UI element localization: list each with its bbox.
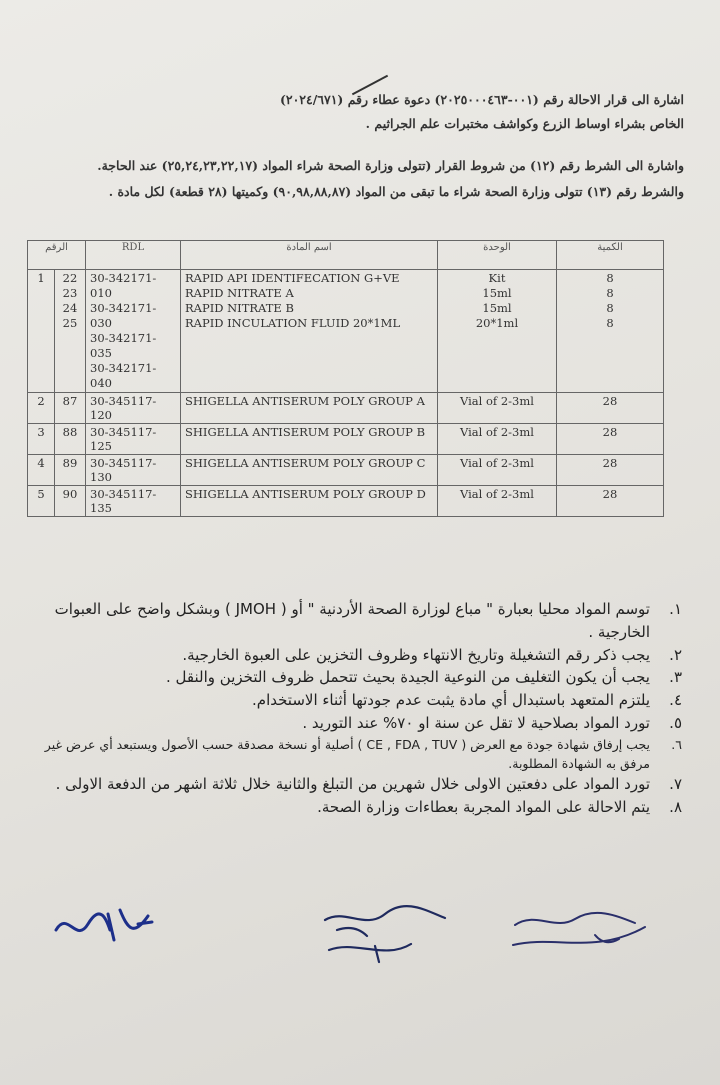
item-index: 88 — [55, 424, 86, 455]
term-text: يجب أن يكون التغليف من النوعية الجيدة بحيث تتحمل ظروف التخزين والنقل . — [166, 668, 650, 687]
qty-cell — [557, 270, 664, 393]
item-name: SHIGELLA ANTISERUM POLY GROUP D — [181, 486, 438, 517]
term-number: ٨. — [669, 797, 682, 816]
item-unit: Vial of 2-3ml — [438, 486, 557, 517]
item-name: SHIGELLA ANTISERUM POLY GROUP B — [181, 424, 438, 455]
item-unit: 20*1ml — [475, 316, 519, 330]
table-row — [28, 393, 664, 424]
item-qty: 8 — [606, 301, 614, 315]
rdl-code: 30-345117-120 — [86, 393, 181, 424]
term-item — [40, 644, 682, 667]
item-index: 87 — [55, 393, 86, 424]
header-condition-12: واشارة الى الشرط رقم (١٢) من شروط القرار (تتولى وزارة الصحة شراء المواد (٢٥,٢٤,٢٣,٢٢,١٧) عند الحاجة. — [97, 158, 684, 173]
header-qty: الكمية — [557, 241, 664, 270]
item-unit: Vial of 2-3ml — [438, 424, 557, 455]
header-condition-13: والشرط رقم (١٣) تتولى وزارة الصحة شراء ما تبقى من المواد (٩٠,٩٨,٨٨,٨٧) وكميتها (٢٨ قطعة) لكل مادة . — [108, 184, 684, 199]
term-item — [40, 796, 682, 819]
item-index: 25 — [62, 316, 78, 330]
item-index: 24 — [62, 301, 78, 315]
item-unit: 15ml — [482, 301, 512, 315]
row-number: 1 — [28, 270, 55, 393]
term-number: ٦. — [671, 736, 682, 752]
signature-1 — [48, 900, 158, 950]
term-number: ٥. — [669, 713, 682, 732]
item-qty: 8 — [606, 271, 614, 285]
table-row — [28, 486, 664, 517]
item-index-cell — [55, 270, 86, 393]
rdl-code: 30-345117-130 — [86, 455, 181, 486]
item-qty: 28 — [557, 393, 664, 424]
term-item — [40, 666, 682, 689]
item-unit: Kit — [488, 271, 506, 285]
rdl-code: 30-345117-135 — [86, 486, 181, 517]
item-unit: Vial of 2-3ml — [438, 393, 557, 424]
table-row — [28, 270, 664, 393]
item-qty: 8 — [606, 286, 614, 300]
item-name-cell — [181, 270, 438, 393]
term-text: يجب ذكر رقم التشغيلة وتاريخ الانتهاء وظروف التخزين على العبوة الخارجية. — [182, 645, 650, 664]
item-index: 23 — [62, 286, 78, 300]
item-qty: 28 — [557, 424, 664, 455]
item-name: RAPID INCULATION FLUID 20*1ML — [185, 316, 401, 330]
item-unit: Vial of 2-3ml — [438, 455, 557, 486]
item-name: SHIGELLA ANTISERUM POLY GROUP A — [181, 393, 438, 424]
signature-2 — [315, 900, 455, 970]
term-item — [40, 712, 682, 735]
term-item — [40, 773, 682, 796]
item-index: 90 — [55, 486, 86, 517]
row-number: 5 — [28, 486, 55, 517]
term-text: يجب إرفاق شهادة جودة مع العرض ( CE , FDA , TUV ) أصلية أو نسخة مصدقة حسب الأصول ويستبعد أي عرض غير مرفق به الشهادة المطلوبة. — [44, 736, 650, 771]
header-unit: الوحدة — [438, 241, 557, 270]
item-index: 89 — [55, 455, 86, 486]
header-rdl: RDL — [86, 241, 181, 270]
item-name: RAPID NITRATE A — [185, 286, 294, 300]
signature-3 — [495, 905, 655, 965]
rdl-code: 30-342171-040 — [90, 361, 157, 390]
term-number: ٢. — [669, 645, 682, 664]
rdl-code: 30-342171-010 — [90, 271, 157, 300]
unit-cell — [438, 270, 557, 393]
row-number: 4 — [28, 455, 55, 486]
term-item — [40, 689, 682, 712]
table-row — [28, 424, 664, 455]
rdl-code: 30-345117-125 — [86, 424, 181, 455]
rdl-cell — [86, 270, 181, 393]
item-index: 22 — [62, 271, 78, 285]
term-text: توسم المواد محليا بعبارة " مباع لوزارة الصحة الأردنية " أو ( JMOH ) وبشكل واضح على العبوات الخارجية . — [54, 600, 650, 641]
term-text: يتم الاحالة على المواد المجربة بعطاءات وزارة الصحة. — [317, 797, 650, 816]
header-subject-line: الخاص بشراء اوساط الزرع وكواشف مختبرات علم الجراثيم . — [365, 116, 684, 131]
table-row — [28, 455, 664, 486]
item-name: RAPID API IDENTIFECATION G+VE — [185, 271, 400, 285]
term-text: تورد المواد بصلاحية لا تقل عن سنة او ٧٠% عند التوريد . — [302, 713, 650, 732]
row-number: 2 — [28, 393, 55, 424]
term-text: تورد المواد على دفعتين الاولى خلال شهرين من التبلغ والثانية خلال ثلاثة اشهر من الدفعة الاولى . — [55, 774, 650, 793]
row-number: 3 — [28, 424, 55, 455]
items-table — [27, 240, 664, 517]
term-number: ١. — [669, 600, 682, 618]
item-qty: 8 — [606, 316, 614, 330]
rdl-code: 30-342171-030 — [90, 301, 157, 330]
term-item — [40, 735, 682, 773]
term-text: يلتزم المتعهد باستبدال أي مادة يثبت عدم جودتها أثناء الاستخدام. — [252, 691, 650, 710]
header-reference-line: اشارة الى قرار الاحالة رقم (٠٠١-٢٠٢٥٠٠٠٤٦٣) دعوة عطاء رقم (٢٠٢٤/٦٧١) — [279, 92, 684, 107]
terms-list — [40, 598, 682, 818]
term-number: ٤. — [669, 691, 682, 710]
header-num: الرقم — [28, 241, 86, 270]
term-number: ٧. — [669, 774, 682, 793]
item-unit: 15ml — [482, 286, 512, 300]
item-qty: 28 — [557, 486, 664, 517]
item-qty: 28 — [557, 455, 664, 486]
item-name: RAPID NITRATE B — [185, 301, 294, 315]
term-item — [40, 598, 682, 644]
term-number: ٣. — [669, 668, 682, 687]
header-name: اسم المادة — [181, 241, 438, 270]
item-name: SHIGELLA ANTISERUM POLY GROUP C — [181, 455, 438, 486]
table-header-row — [28, 241, 664, 270]
rdl-code: 30-342171-035 — [90, 331, 157, 360]
